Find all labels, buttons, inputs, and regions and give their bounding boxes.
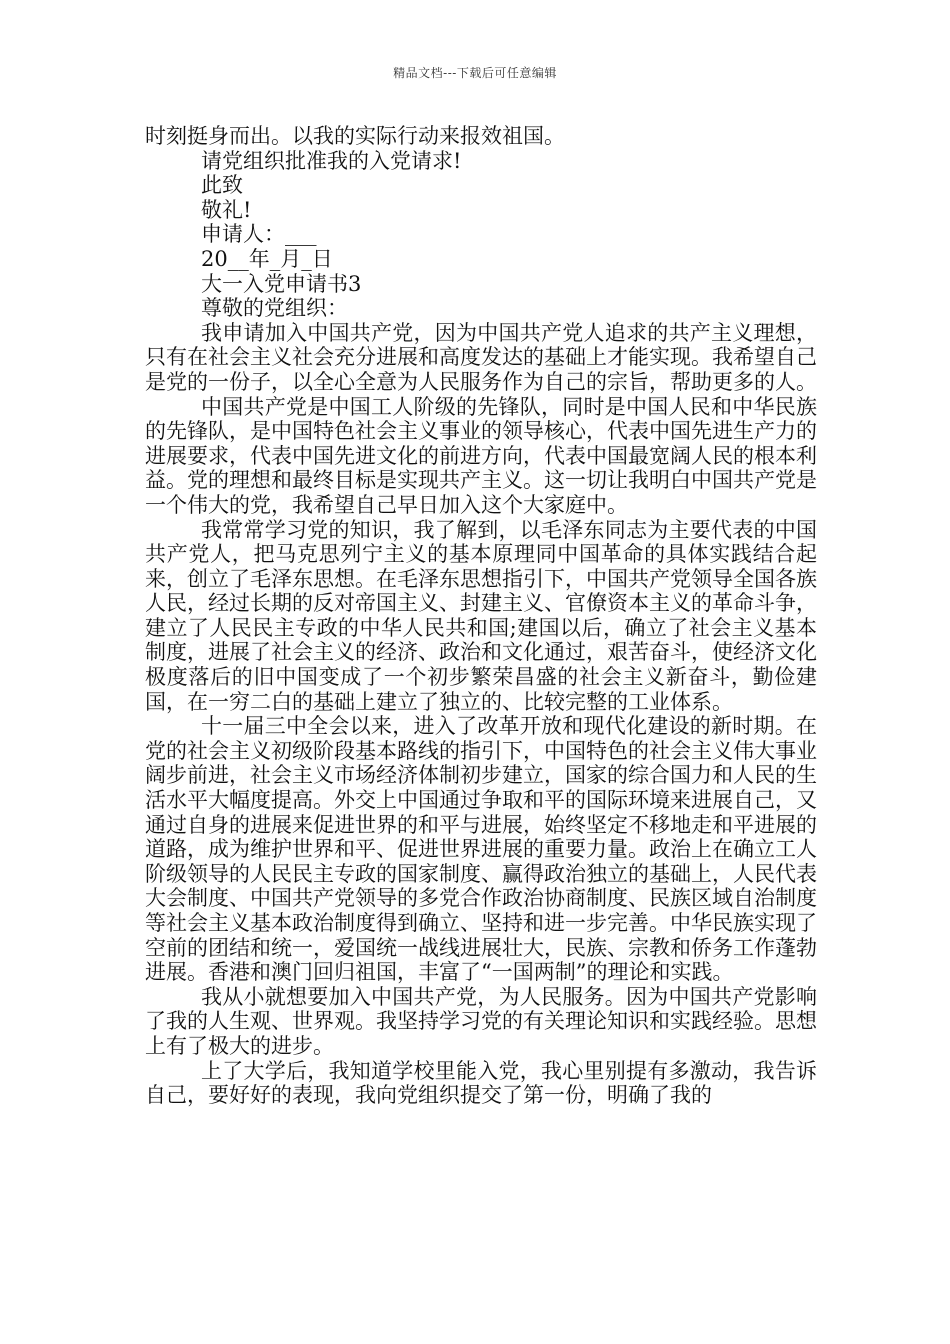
paragraph: 我从小就想要加入中国共产党，为人民服务。因为中国共产党影响了我的人生观、世界观。我坚持学习党的有关理论知识和实践经验。思想上有了极大的进步。 bbox=[145, 984, 817, 1058]
continuation-line: 时刻挺身而出。以我的实际行动来报效祖国。 bbox=[145, 124, 565, 148]
page-header: 精品文档---下载后可任意编辑 bbox=[393, 66, 557, 80]
request-line: 请党组织批准我的入党请求! bbox=[201, 148, 462, 173]
greeting-line: 尊敬的党组织： bbox=[201, 296, 348, 321]
salutation-line-1: 此致 bbox=[201, 173, 243, 198]
paragraph: 上了大学后，我知道学校里能入党，我心里别提有多激动，我告诉自己，要好好的表现，我向党组织提交了第一份，明确了我的 bbox=[145, 1058, 817, 1108]
paragraph: 我常常学习党的知识，我了解到，以毛泽东同志为主要代表的中国共产党人，把马克思列宁主义的基本原理同中国革命的具体实践结合起来，创立了毛泽东思想。在毛泽东思想指引下，中国共产党领导全国各族人民，经过长期的反对帝国主义、封建主义、官僚资本主义的革命斗争，建立了人民民主专政的中华人民共和国;建国以后，确立了社会主义基本制度，进展了社会主义的经济、政治和文化通过，艰苦奋斗，使经济文化极度落后的旧中国变成了一个初步繁荣昌盛的社会主义新奋斗，勤俭建国，在一穷二白的基础上建立了独立的、比较完整的工业体系。 bbox=[145, 517, 817, 714]
applicant-line: 申请人：___ bbox=[201, 222, 317, 247]
paragraph: 我申请加入中国共产党，因为中国共产党人追求的共产主义理想，只有在社会主义社会充分进展和高度发达的基础上才能实现。我希望自己是党的一份子，以全心全意为人民服务作为自己的宗旨，帮助更多的人。 bbox=[145, 320, 817, 394]
salutation-line-2: 敬礼! bbox=[201, 197, 252, 222]
paragraph: 中国共产党是中国工人阶级的先锋队，同时是中国人民和中华民族的先锋队，是中国特色社会主义事业的领导核心，代表中国先进生产力的进展要求，代表中国先进文化的前进方向，代表中国最宽阔人民的根本利益。党的理想和最终目标是实现共产主义。这一切让我明白中国共产党是一个伟大的党，我希望自己早日加入这个大家庭中。 bbox=[145, 394, 817, 517]
document-body bbox=[145, 124, 817, 1108]
date-line: 20__年_月_日 bbox=[201, 246, 333, 271]
paragraph: 十一届三中全会以来，进入了改革开放和现代化建设的新时期。在党的社会主义初级阶段基本路线的指引下，中国特色的社会主义伟大事业阔步前进，社会主义市场经济体制初步建立，国家的综合国力和人民的生活水平大幅度提高。外交上中国通过争取和平的国际环境来进展自己，又通过自身的进展来促进世界的和平与进展，始终坚定不移地走和平进展的道路，成为维护世界和平、促进世界进展的重要力量。政治上在确立工人阶级领导的人民民主专政的国家制度、赢得政治独立的基础上，人民代表大会制度、中国共产党领导的多党合作政治协商制度、民族区域自治制度等社会主义基本政治制度得到确立、坚持和进一步完善。中华民族实现了空前的团结和统一，爱国统一战线进展壮大，民族、宗教和侨务工作蓬勃进展。香港和澳门回归祖国，丰富了“一国两制”的理论和实践。 bbox=[145, 714, 817, 985]
document-title: 大一入党申请书3 bbox=[201, 271, 362, 296]
